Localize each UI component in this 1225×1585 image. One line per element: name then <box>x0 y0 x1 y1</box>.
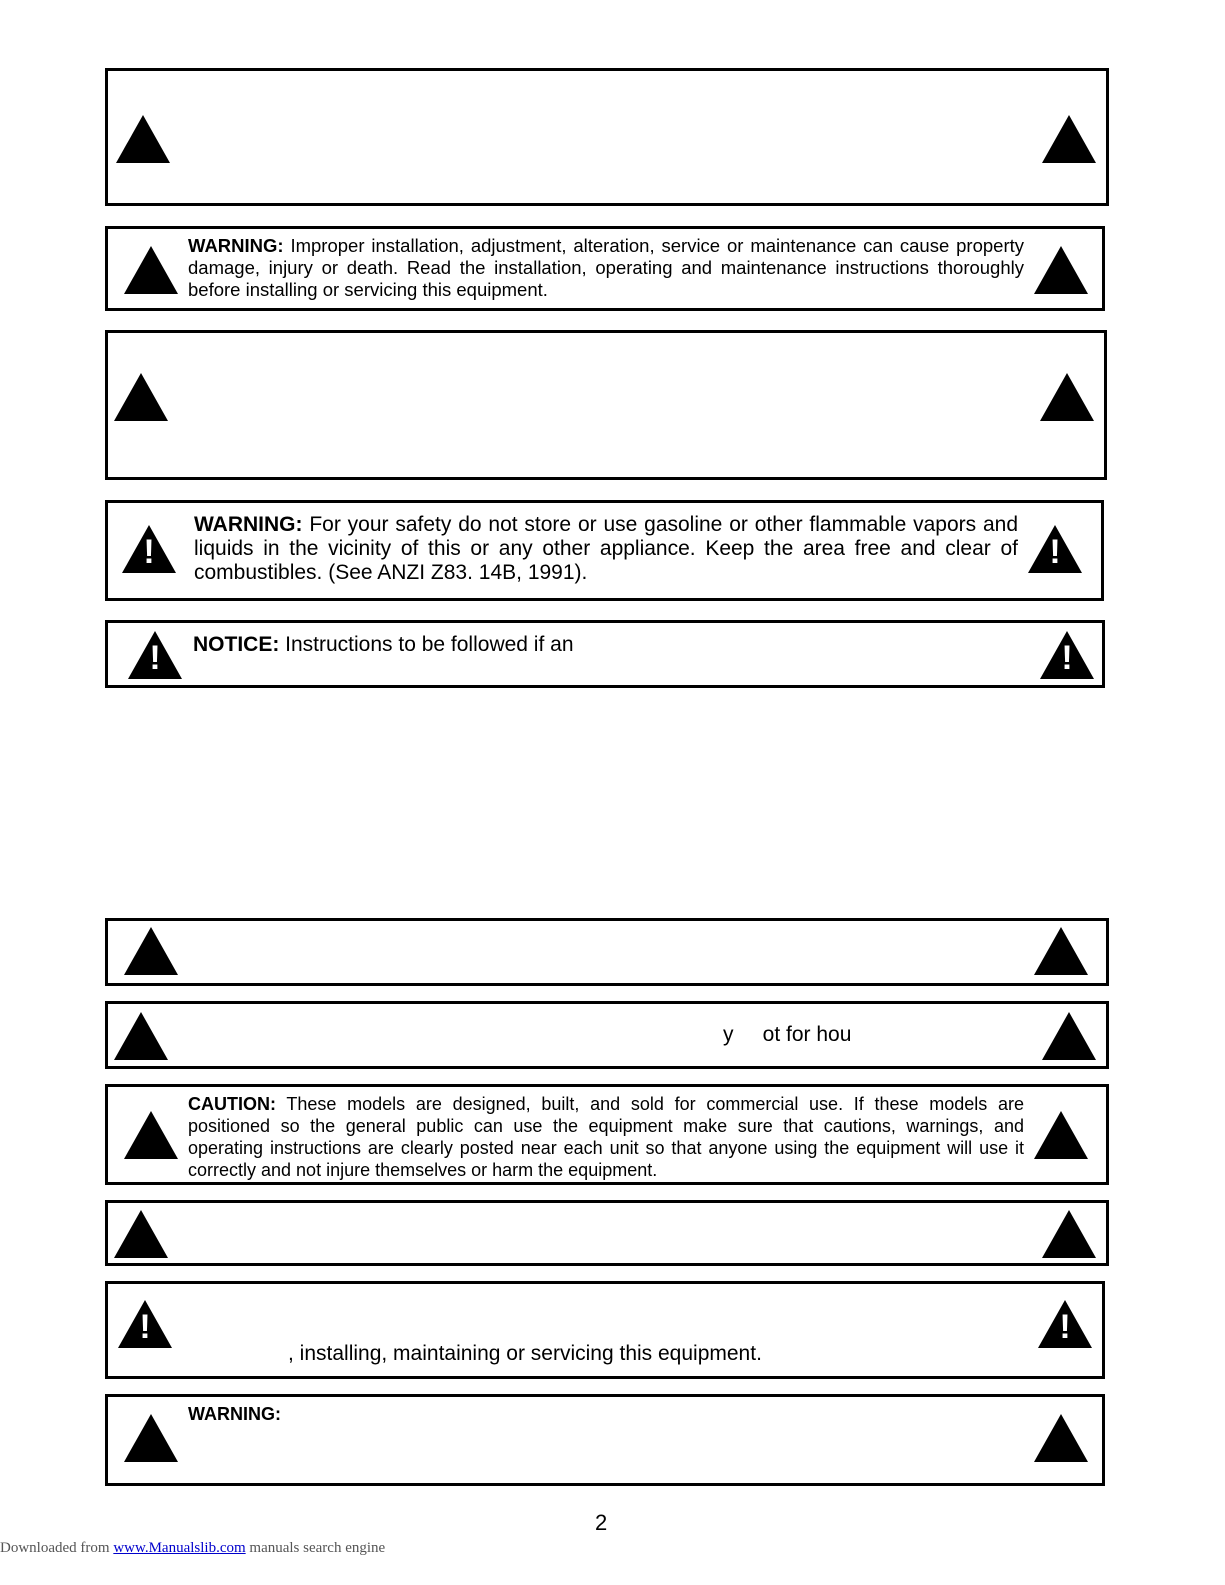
warning-triangle-icon <box>1034 1414 1088 1462</box>
page-number: 2 <box>595 1510 608 1535</box>
warning-box-3 <box>105 330 1107 480</box>
warning-box-7 <box>105 1001 1109 1069</box>
exclamation-triangle-icon: ! <box>1028 525 1082 573</box>
footer <box>0 1540 385 1557</box>
caution-body: These models are designed, built, and sold for commercial use. If these models are positioned so the general public can use the equipment make sure that cautions, warnings, and operating instructions are clearly posted near each unit so that anyone using the equipment will use it correctly and not injure themselves or harm the equipment. <box>188 1094 1024 1180</box>
notice-body: Instructions to be followed if an <box>279 633 574 656</box>
warning-box-11 <box>105 1394 1105 1486</box>
warning-triangle-icon <box>1042 115 1096 163</box>
notice-text <box>193 633 993 657</box>
warning-triangle-icon <box>1034 1111 1088 1159</box>
warning-triangle-icon <box>1040 373 1094 421</box>
warning-triangle-icon <box>124 246 178 294</box>
warning-text <box>194 513 1018 585</box>
warning-text <box>188 235 1024 301</box>
notice-box <box>105 620 1105 688</box>
warning-triangle-icon <box>114 1012 168 1060</box>
warning-triangle-icon <box>124 1414 178 1462</box>
warning-box-9 <box>105 1200 1109 1266</box>
warning-label: WARNING: <box>188 1404 281 1424</box>
caution-label: CAUTION: <box>188 1094 276 1114</box>
footer-suffix: manuals search engine <box>245 1540 386 1556</box>
warning-box-2 <box>105 226 1105 311</box>
footer-prefix: Downloaded from <box>0 1540 114 1556</box>
warning-box-4 <box>105 500 1104 601</box>
exclamation-triangle-icon: ! <box>118 1300 172 1348</box>
exclamation-triangle-icon: ! <box>1038 1300 1092 1348</box>
warning-triangle-icon <box>124 927 178 975</box>
notice-label: NOTICE: <box>193 633 280 656</box>
fragment-text: y ot for hou <box>723 1023 852 1046</box>
exclamation-triangle-icon: ! <box>1040 631 1094 679</box>
warning-triangle-icon <box>1042 1012 1096 1060</box>
warning-triangle-icon <box>1042 1210 1096 1258</box>
caution-box <box>105 1084 1109 1185</box>
warning-label: WARNING: <box>188 235 284 256</box>
exclamation-triangle-icon: ! <box>128 631 182 679</box>
fragment-text: , installing, maintaining or servicing this equipment. <box>288 1342 762 1365</box>
warning-box-6 <box>105 918 1109 986</box>
warning-triangle-icon <box>1034 927 1088 975</box>
warning-body: Improper installation, adjustment, alteration, service or maintenance can cause property damage, injury or death. Read the installation, operating and maintenance instructions thoroughly before installing or servicing this equipment. <box>188 235 1024 300</box>
warning-body: For your safety do not store or use gasoline or other flammable vapors and liquids in the vicinity of this or any other appliance. Keep the area free and clear of combustibles. (See ANZI Z83. 14B, 1991). <box>194 513 1018 584</box>
exclamation-triangle-icon: ! <box>122 525 176 573</box>
warning-triangle-icon <box>114 1210 168 1258</box>
warning-triangle-icon <box>1034 246 1088 294</box>
manualslib-link[interactable]: www.Manualslib.com <box>113 1540 246 1556</box>
warning-box-10 <box>105 1281 1105 1379</box>
caution-text <box>188 1093 1024 1181</box>
warning-triangle-icon <box>124 1111 178 1159</box>
warning-triangle-icon <box>116 115 170 163</box>
warning-label: WARNING: <box>194 513 303 536</box>
warning-triangle-icon <box>114 373 168 421</box>
warning-box-1 <box>105 68 1109 206</box>
